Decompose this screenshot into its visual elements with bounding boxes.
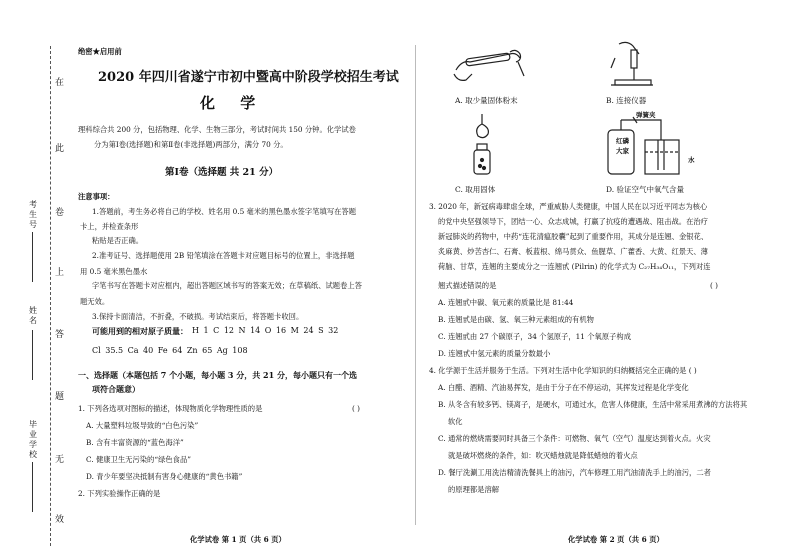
note-line: 用 0.5 毫米黑色墨水 — [80, 267, 148, 276]
field-line — [32, 330, 33, 380]
answer-paren: ( ) — [710, 281, 719, 290]
atomic-label: 可能用到的相对原子质量： — [92, 326, 188, 336]
page-footer: 化学试卷 第 2 页（共 6 页） — [568, 535, 664, 544]
option: A. 白醋、酒精、汽油易挥发，是由于分子在不停运动，其挥发过程是化学变化 — [438, 383, 689, 392]
margin-char: 效 — [55, 515, 65, 525]
field-exam-number: 考生号 — [29, 200, 37, 229]
field-line — [32, 232, 33, 282]
field-name: 姓名 — [29, 306, 37, 325]
image-label: 大家 — [616, 147, 629, 155]
note-line: 2.准考证号、选择题使用 2B 铅笔填涂在答题卡对应题目标号的位置上，非选择题 — [92, 251, 355, 260]
margin-char: 题 — [55, 392, 65, 402]
image-caption-b: B. 连接仪器 — [606, 96, 647, 105]
atomic-masses: H 1 C 12 N 14 O 16 M 24 S 32 — [192, 326, 339, 335]
secret-mark: 绝密★启用前 — [78, 47, 122, 56]
margin-char: 卷 — [55, 208, 65, 218]
option: D. 餐厅洗涮工用洗洁精清洗餐具上的油污，汽车修理工用汽油清洗手上的油污，二者 — [438, 468, 711, 477]
part-heading: 第Ⅰ卷（选择题 共 21 分） — [165, 167, 279, 178]
note-line: 字笔书写在答题卡对应框内，超出答题区域书写的答案无效；在草稿纸、试题卷上答 — [92, 281, 362, 290]
note-line: 3.保持卡面清洁，不折叠，不破损。考试结束后，将答题卡收回。 — [92, 312, 304, 321]
question-1: 1. 下列各选项对图标的描述，体现物质化学物理性质的是 — [78, 404, 263, 413]
subject-title: 化 学 — [200, 94, 266, 112]
test-tube-powder-image — [448, 40, 528, 90]
margin-char: 此 — [55, 144, 65, 154]
option: 的原理都是溶解 — [448, 485, 500, 494]
margin-char: 在 — [55, 78, 65, 88]
note-line: 粘贴是否正确。 — [92, 236, 144, 245]
intro-line: 理科综合共 200 分，包括物理、化学、生物三部分，考试时间共 150 分钟。化学试卷 — [78, 125, 356, 134]
option: 软化 — [448, 417, 463, 426]
page-footer: 化学试卷 第 1 页（共 6 页） — [190, 535, 286, 544]
image-label: 红磷 — [616, 137, 629, 145]
option: C. 健康卫生无污染的“绿色食品” — [86, 455, 191, 464]
section-heading: 一、选择题（本题包括 7 个小题，每小题 3 分，共 21 分，每小题只有一个选 — [78, 370, 357, 380]
option: B. 从冬含有较多钙、镁离子，是硬水，可通过水，危害人体健康，生活中常采用煮沸的方法将其 — [438, 400, 748, 409]
option: D. 青少年要坚决抵制有害身心健康的“黄色书籍” — [86, 472, 243, 481]
page-divider — [415, 45, 416, 525]
answer-paren: ( ) — [352, 404, 361, 413]
question-3-line: 3. 2020 年，新冠病毒肆虐全球，严重威胁人类健康，中国人民在以习近平同志为核心 — [429, 202, 708, 211]
intro-line: 分为第Ⅰ卷(选择题)和第Ⅱ卷(非选择题)两部分，满分 70 分。 — [94, 140, 288, 149]
question-2: 2. 下列实验操作正确的是 — [78, 489, 161, 498]
margin-char: 答 — [55, 330, 65, 340]
option: B. 含有丰富资源的“蓝色海洋” — [86, 438, 184, 447]
atomic-masses: Cl 35.5 Ca 40 Fe 64 Zn 65 Ag 108 — [92, 346, 248, 355]
image-caption-d: D. 验证空气中氧气含量 — [606, 185, 685, 194]
option: 就是破坏燃烧的条件，如：吹灭蜡烛就是降低蜡烛的着火点 — [448, 451, 638, 460]
image-caption-c: C. 取用固体 — [455, 185, 496, 194]
oxygen-experiment-image — [600, 110, 720, 180]
take-solid-image — [462, 112, 502, 177]
note-line: 1.答题前，考生务必将自己的学校、姓名用 0.5 毫米的黑色墨水签字笔填写在答题 — [92, 207, 356, 216]
question-3-line: 炙麻黄、炒苦杏仁、石膏、板蓝根、绵马贯众、鱼腥草、广藿香、大黄、红景天、薄 — [438, 247, 708, 256]
option: C. 连翘甙由 27 个碳原子，34 个氢原子，11 个氧原子构成 — [438, 332, 632, 341]
binding-margin — [0, 0, 74, 560]
margin-char: 无 — [55, 455, 65, 465]
image-label: 弹簧夹 — [636, 111, 656, 119]
question-4: 4. 化学源于生活并服务于生活。下列对生活中化学知识的归纳概括完全正确的是 ( ) — [429, 366, 697, 375]
note-line: 题无效。 — [80, 297, 110, 306]
section-heading: 项符合题意） — [92, 384, 140, 394]
question-3-line: 新冠肺炎的药物中，中药“连花清瘟胶囊”起到了重要作用，其成分是连翘、金银花、 — [438, 232, 709, 241]
question-3-line: 的党中央坚强领导下，团结一心、众志成城，打赢了抗疫的遭遇战、阻击战。在治疗 — [438, 217, 708, 226]
cut-line — [50, 46, 51, 546]
margin-char: 上 — [55, 268, 65, 278]
connect-apparatus-image — [605, 38, 655, 93]
image-label: 水 — [688, 156, 695, 164]
option: B. 连翘甙是由碳、氢、氧三种元素组成的有机物 — [438, 315, 594, 324]
question-3-line: 翘式描述错误的是 — [438, 281, 497, 290]
field-school: 毕业学校 — [29, 420, 37, 459]
option: C. 通常的燃烧需要同时具备三个条件：可燃物、氧气（空气）温度达到着火点。火灾 — [438, 434, 711, 443]
question-3-line: 荷脑、甘草，连翘的主要成分之一连翘甙 (Pilrin) 的化学式为 C₂₇H₃₄O₁₁，下列对连 — [438, 262, 711, 271]
notes-title: 注意事项： — [78, 192, 115, 201]
image-caption-a: A. 取少量固体粉末 — [455, 96, 518, 105]
option: A. 大量塑料垃圾导致的“白色污染” — [86, 421, 199, 430]
option: D. 连翘甙中氢元素的质量分数最小 — [438, 349, 551, 358]
note-line: 卡上，并检查条形 — [80, 222, 139, 231]
exam-title: 2020 年四川省遂宁市初中暨高中阶段学校招生考试 — [98, 70, 399, 85]
field-line — [32, 462, 33, 512]
option: A. 连翘甙中碳、氧元素的质量比是 81:44 — [438, 298, 574, 307]
